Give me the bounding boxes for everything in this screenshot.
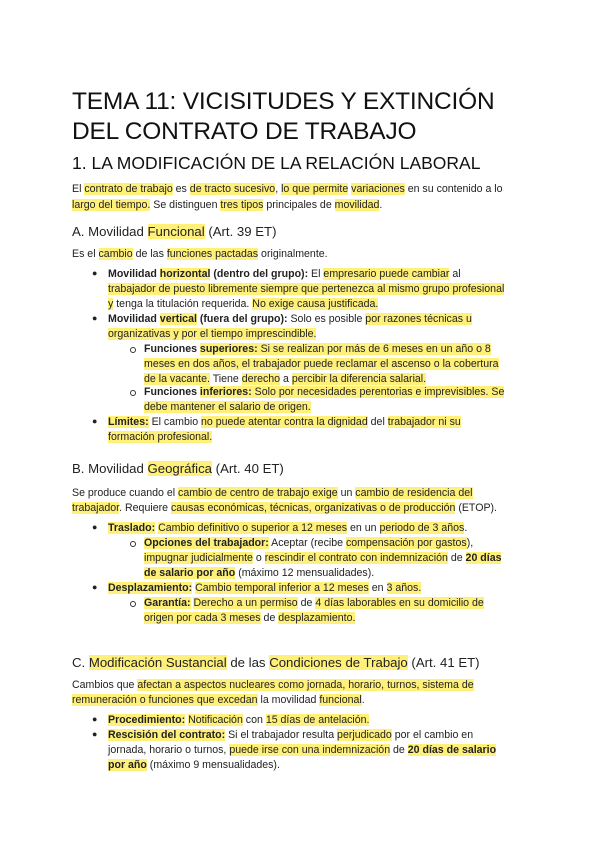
text-segment: por el cambio en	[391, 729, 474, 741]
text-segment: Si el trabajador resulta	[225, 729, 338, 741]
text-line	[144, 343, 491, 355]
text-segment: (Art. 39 ET)	[204, 224, 277, 239]
text-segment: con	[242, 714, 266, 726]
subsection-heading-a	[72, 224, 277, 239]
text-segment: Aceptar (recibe	[268, 537, 346, 549]
text-segment: tenga la titulación requerida.	[113, 298, 253, 310]
text-segment: 15 días de antelación.	[265, 714, 370, 726]
text-line	[144, 552, 501, 564]
text-segment: superiores:	[199, 343, 258, 355]
circle-bullet-icon	[130, 390, 136, 396]
text-segment: percibir la diferencia salarial.	[291, 373, 427, 385]
text-line	[108, 416, 461, 428]
text-segment: (fuera del grupo):	[196, 313, 288, 325]
text-segment: El	[72, 183, 85, 195]
text-segment: en su contenido a lo	[404, 183, 503, 195]
text-segment: Opciones del trabajador:	[144, 537, 269, 549]
text-segment: (Art. 41 ET)	[407, 655, 480, 670]
text-line	[108, 582, 421, 594]
text-segment: de las	[132, 248, 167, 260]
text-segment: Cambio temporal inferior a 12 meses	[195, 582, 369, 594]
text-line	[108, 729, 473, 741]
text-segment: cambio	[98, 248, 133, 260]
text-segment: Procedimiento:	[108, 714, 186, 726]
text-segment: rescindir el contrato con indemnización	[264, 552, 448, 564]
text-segment: El cambio	[148, 416, 202, 428]
text-line	[72, 248, 328, 260]
bullet-icon: ●	[92, 313, 98, 323]
text-segment: cambio de centro de trabajo exige	[178, 487, 338, 499]
text-line	[72, 199, 382, 211]
text-segment: el trabajador puede reclamar el ascenso o la cobertura	[238, 358, 499, 370]
text-segment: Funcional	[147, 224, 205, 239]
text-segment: originalmente.	[258, 248, 328, 260]
text-segment: organizativas y por el tiempo imprescindible.	[108, 328, 317, 340]
text-segment: Límites:	[108, 416, 149, 428]
bullet-icon: ●	[92, 582, 98, 592]
text-segment: movilidad	[334, 199, 380, 211]
text-segment: impugnar judicialmente	[144, 552, 253, 564]
text-segment: desplazamiento.	[278, 612, 356, 624]
text-segment: lo que permite	[281, 183, 349, 195]
text-line	[144, 373, 426, 385]
text-segment: al	[449, 268, 461, 280]
text-segment: ),	[466, 537, 474, 549]
text-segment: Funciones	[144, 343, 200, 355]
text-segment: vertical	[159, 313, 197, 325]
text-segment: Condiciones de Trabajo	[269, 655, 408, 670]
text-segment: funcional	[319, 694, 362, 706]
text-segment: derecho	[241, 373, 281, 385]
text-line	[108, 522, 467, 534]
text-line	[72, 679, 474, 691]
text-segment: .	[379, 199, 383, 211]
text-segment: periodo de 3 años	[379, 522, 465, 534]
text-segment: .	[361, 694, 365, 706]
text-segment: de la vacante.	[144, 373, 210, 385]
text-segment: Se produce cuando el	[72, 487, 179, 499]
text-segment: de las	[226, 655, 270, 670]
section-heading: 1. LA MODIFICACIÓN DE LA RELACIÓN LABORAL	[72, 153, 481, 173]
text-segment: en un	[347, 522, 380, 534]
text-segment: Se distinguen	[150, 199, 221, 211]
text-segment: Solo por necesidades perentorias e imprevisibles. Se	[251, 386, 505, 398]
text-line	[108, 298, 378, 310]
text-segment: empresario puede cambiar	[323, 268, 450, 280]
circle-bullet-icon	[130, 541, 136, 547]
document-title-line-2: DEL CONTRATO DE TRABAJO	[72, 118, 417, 145]
circle-bullet-icon	[130, 601, 136, 607]
text-segment: A. Movilidad	[72, 224, 148, 239]
bullet-icon: ●	[92, 416, 98, 426]
text-segment: de tracto sucesivo	[189, 183, 276, 195]
text-segment: (dentro del grupo):	[210, 268, 309, 280]
bullet-icon: ●	[92, 522, 98, 532]
text-line	[72, 694, 365, 706]
bullet-icon: ●	[92, 714, 98, 724]
bullet-icon: ●	[92, 729, 98, 739]
text-segment: formación profesional.	[108, 431, 213, 443]
text-segment: (máximo 9 mensualidades).	[146, 759, 280, 771]
text-line	[144, 612, 355, 624]
text-segment: jornada, horario o turnos,	[108, 744, 230, 756]
text-segment: inferiores:	[199, 386, 252, 398]
text-segment: a	[280, 373, 292, 385]
text-segment: origen por cada 3 meses	[144, 612, 261, 624]
text-segment: cambio de residencia del	[355, 487, 473, 499]
text-segment: la movilidad	[257, 694, 320, 706]
text-line	[108, 431, 212, 443]
circle-bullet-icon	[130, 347, 136, 353]
text-segment: Movilidad	[108, 313, 160, 325]
text-segment: 4 días laborables en su domicilio de	[315, 597, 484, 609]
text-segment: variaciones	[351, 183, 405, 195]
text-segment: (Art. 40 ET)	[212, 461, 284, 476]
text-segment: Es el	[72, 248, 99, 260]
text-segment: Cambio definitivo o superior a 12 meses	[158, 522, 348, 534]
text-segment: 3 años.	[386, 582, 422, 594]
text-segment: del	[367, 416, 388, 428]
text-segment: de	[297, 597, 316, 609]
text-segment: un	[337, 487, 356, 499]
text-segment: El	[308, 268, 324, 280]
text-segment: 20 días	[465, 552, 502, 564]
text-segment: tres tipos	[220, 199, 264, 211]
text-segment: causas económicas, técnicas, organizativas o de producción	[170, 502, 456, 514]
text-line	[108, 313, 472, 325]
text-line	[108, 328, 316, 340]
text-segment: principales de	[263, 199, 335, 211]
text-segment: perjudicado	[337, 729, 392, 741]
text-segment: No exige causa justificada.	[252, 298, 379, 310]
text-segment: C.	[72, 655, 89, 670]
text-line	[108, 714, 369, 726]
text-line	[108, 744, 496, 756]
text-segment: por razones técnicas u	[365, 313, 472, 325]
text-segment: largo del tiempo.	[72, 199, 151, 211]
text-segment: Traslado:	[108, 522, 156, 534]
text-segment: Desplazamiento:	[108, 582, 193, 594]
text-line	[72, 183, 503, 195]
text-segment: por año	[108, 759, 147, 771]
text-segment: de	[260, 612, 279, 624]
text-segment: horizontal	[159, 268, 211, 280]
text-line	[144, 401, 311, 413]
text-line	[144, 537, 473, 549]
text-segment: o	[252, 552, 265, 564]
text-segment: afectan a aspectos nucleares como jornada, horario, turnos, sistema de	[137, 679, 474, 691]
text-segment: de salario por año	[144, 567, 236, 579]
text-line	[108, 283, 504, 295]
text-segment: Movilidad	[108, 268, 160, 280]
text-line	[72, 502, 497, 514]
text-segment: debe mantener el salario de origen.	[144, 401, 311, 413]
text-segment: ,	[275, 183, 282, 195]
text-segment: es	[172, 183, 190, 195]
text-segment: remuneración o funciones que excedan	[72, 694, 258, 706]
text-segment: no puede atentar contra la dignidad	[201, 416, 368, 428]
text-segment: meses en dos años,	[144, 358, 239, 370]
text-segment: (ETOP).	[455, 502, 497, 514]
text-segment: 20 días de salario	[407, 744, 497, 756]
text-segment: Garantía:	[144, 597, 191, 609]
text-segment: Derecho a un permiso	[193, 597, 298, 609]
text-segment: Funciones	[144, 386, 200, 398]
text-segment: Notificación	[188, 714, 243, 726]
text-line	[144, 358, 499, 370]
subsection-heading-b	[72, 461, 284, 476]
text-line	[144, 597, 484, 609]
text-segment: Cambios que	[72, 679, 138, 691]
text-segment: Geográfica	[147, 461, 213, 476]
text-segment: trabajador de puesto libremente siempre que pertenezca al mismo grupo profesional	[108, 283, 505, 295]
text-segment: de	[447, 552, 466, 564]
text-segment: de	[390, 744, 408, 756]
text-segment: Rescisión del contrato:	[108, 729, 226, 741]
text-line	[72, 487, 473, 499]
text-segment: puede irse con una indemnización	[229, 744, 391, 756]
text-line	[108, 759, 280, 771]
text-segment: en	[368, 582, 387, 594]
text-segment: Solo es posible	[287, 313, 366, 325]
text-segment: trabajador	[72, 502, 120, 514]
text-segment: compensación por gastos	[345, 537, 467, 549]
text-segment: . Requiere	[119, 502, 171, 514]
text-line	[144, 567, 374, 579]
subsection-heading-c	[72, 655, 480, 670]
text-segment: .	[464, 522, 468, 534]
text-segment: B. Movilidad	[72, 461, 148, 476]
text-segment: contrato de trabajo	[84, 183, 173, 195]
text-segment: trabajador ni su	[387, 416, 461, 428]
text-segment: (máximo 12 mensualidades).	[235, 567, 375, 579]
text-line	[108, 268, 461, 280]
text-segment: y	[108, 298, 114, 310]
document-title-line-1: TEMA 11: VICISITUDES Y EXTINCIÓN	[72, 88, 495, 115]
text-segment: Si se realizan por más de 6 meses en un año o 8	[257, 343, 491, 355]
text-line	[144, 386, 504, 398]
text-segment: Tiene	[209, 373, 242, 385]
bullet-icon: ●	[92, 268, 98, 278]
text-segment: Modificación Sustancial	[88, 655, 227, 670]
text-segment: funciones pactadas	[166, 248, 259, 260]
